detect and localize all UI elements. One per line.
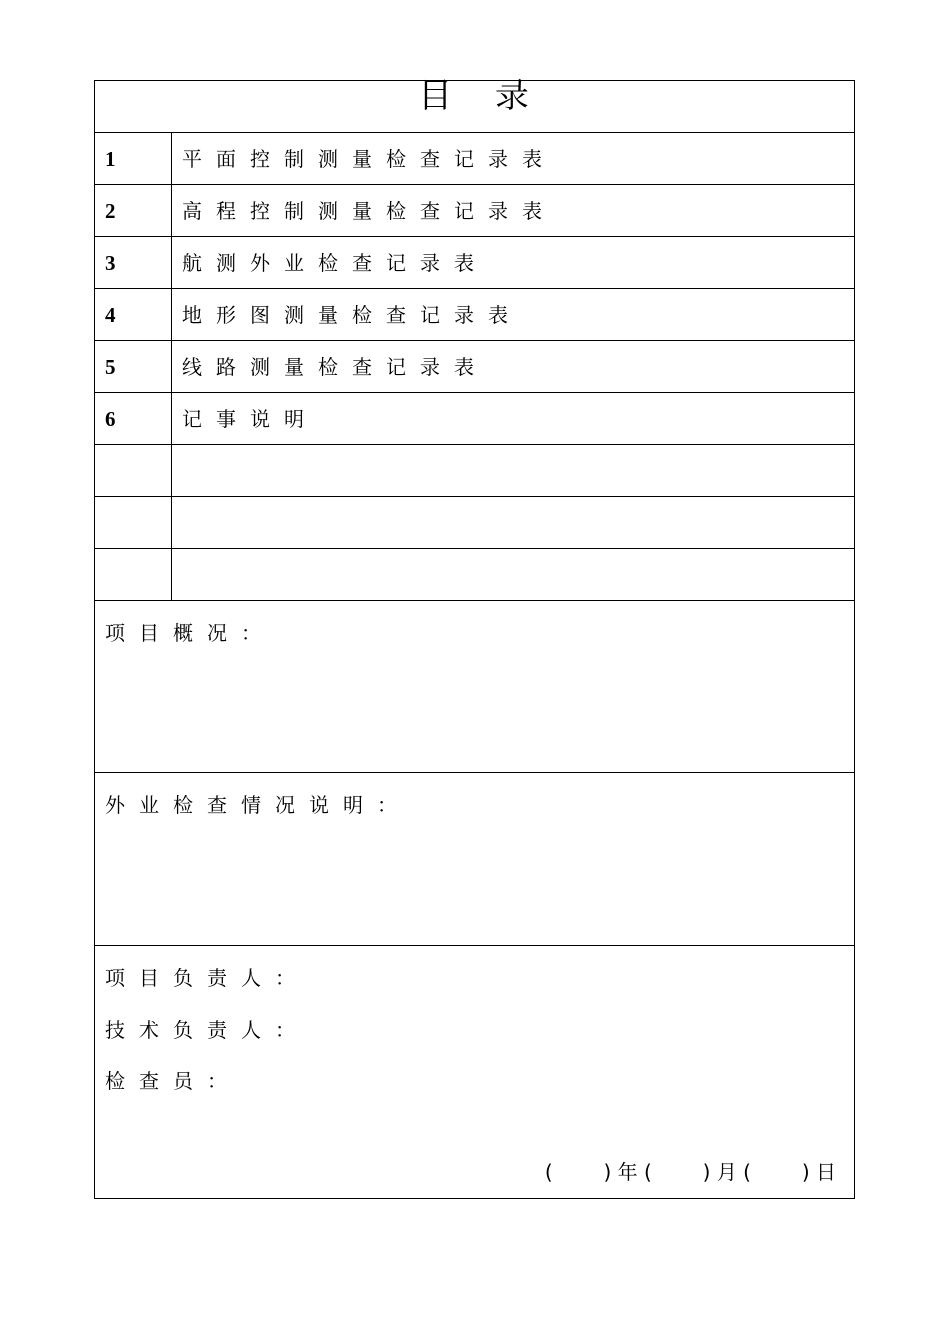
toc-number: 5 [95,341,172,392]
toc-number: 4 [95,289,172,340]
toc-row-empty [95,549,854,601]
toc-number [95,497,172,548]
toc-row [95,133,854,185]
toc-title: 平面控制测量检查记录表 [182,147,556,171]
field-check-label: 外业检查情况说明： [105,793,411,817]
signature-section [95,946,854,1199]
toc-number [95,445,172,496]
project-lead-label: 项目负责人： [105,966,309,990]
toc-row [95,237,854,289]
project-overview-section [95,601,854,773]
project-overview-label: 项目概况： [105,621,275,645]
toc-number: 6 [95,393,172,444]
field-check-section [95,773,854,946]
toc-row [95,393,854,445]
toc-row-empty [95,497,854,549]
date-line: ( ) 年 ( ) 月 ( ) 日 [544,1160,836,1184]
toc-title: 地形图测量检查记录表 [182,303,522,327]
toc-title: 记事说明 [182,407,318,431]
toc-row [95,185,854,237]
inspector-label: 检查员： [105,1069,241,1093]
toc-title: 线路测量检查记录表 [182,355,488,379]
toc-number: 1 [95,133,172,184]
page-title: 目 录 [95,81,854,133]
record-form [94,76,855,1199]
toc-number [95,549,172,600]
toc-title: 航测外业检查记录表 [182,251,488,275]
toc-title: 高程控制测量检查记录表 [182,199,556,223]
toc-number: 3 [95,237,172,288]
toc-row-empty [95,445,854,497]
toc-row [95,289,854,341]
toc-number: 2 [95,185,172,236]
toc-row [95,341,854,393]
tech-lead-label: 技术负责人： [105,1018,309,1042]
